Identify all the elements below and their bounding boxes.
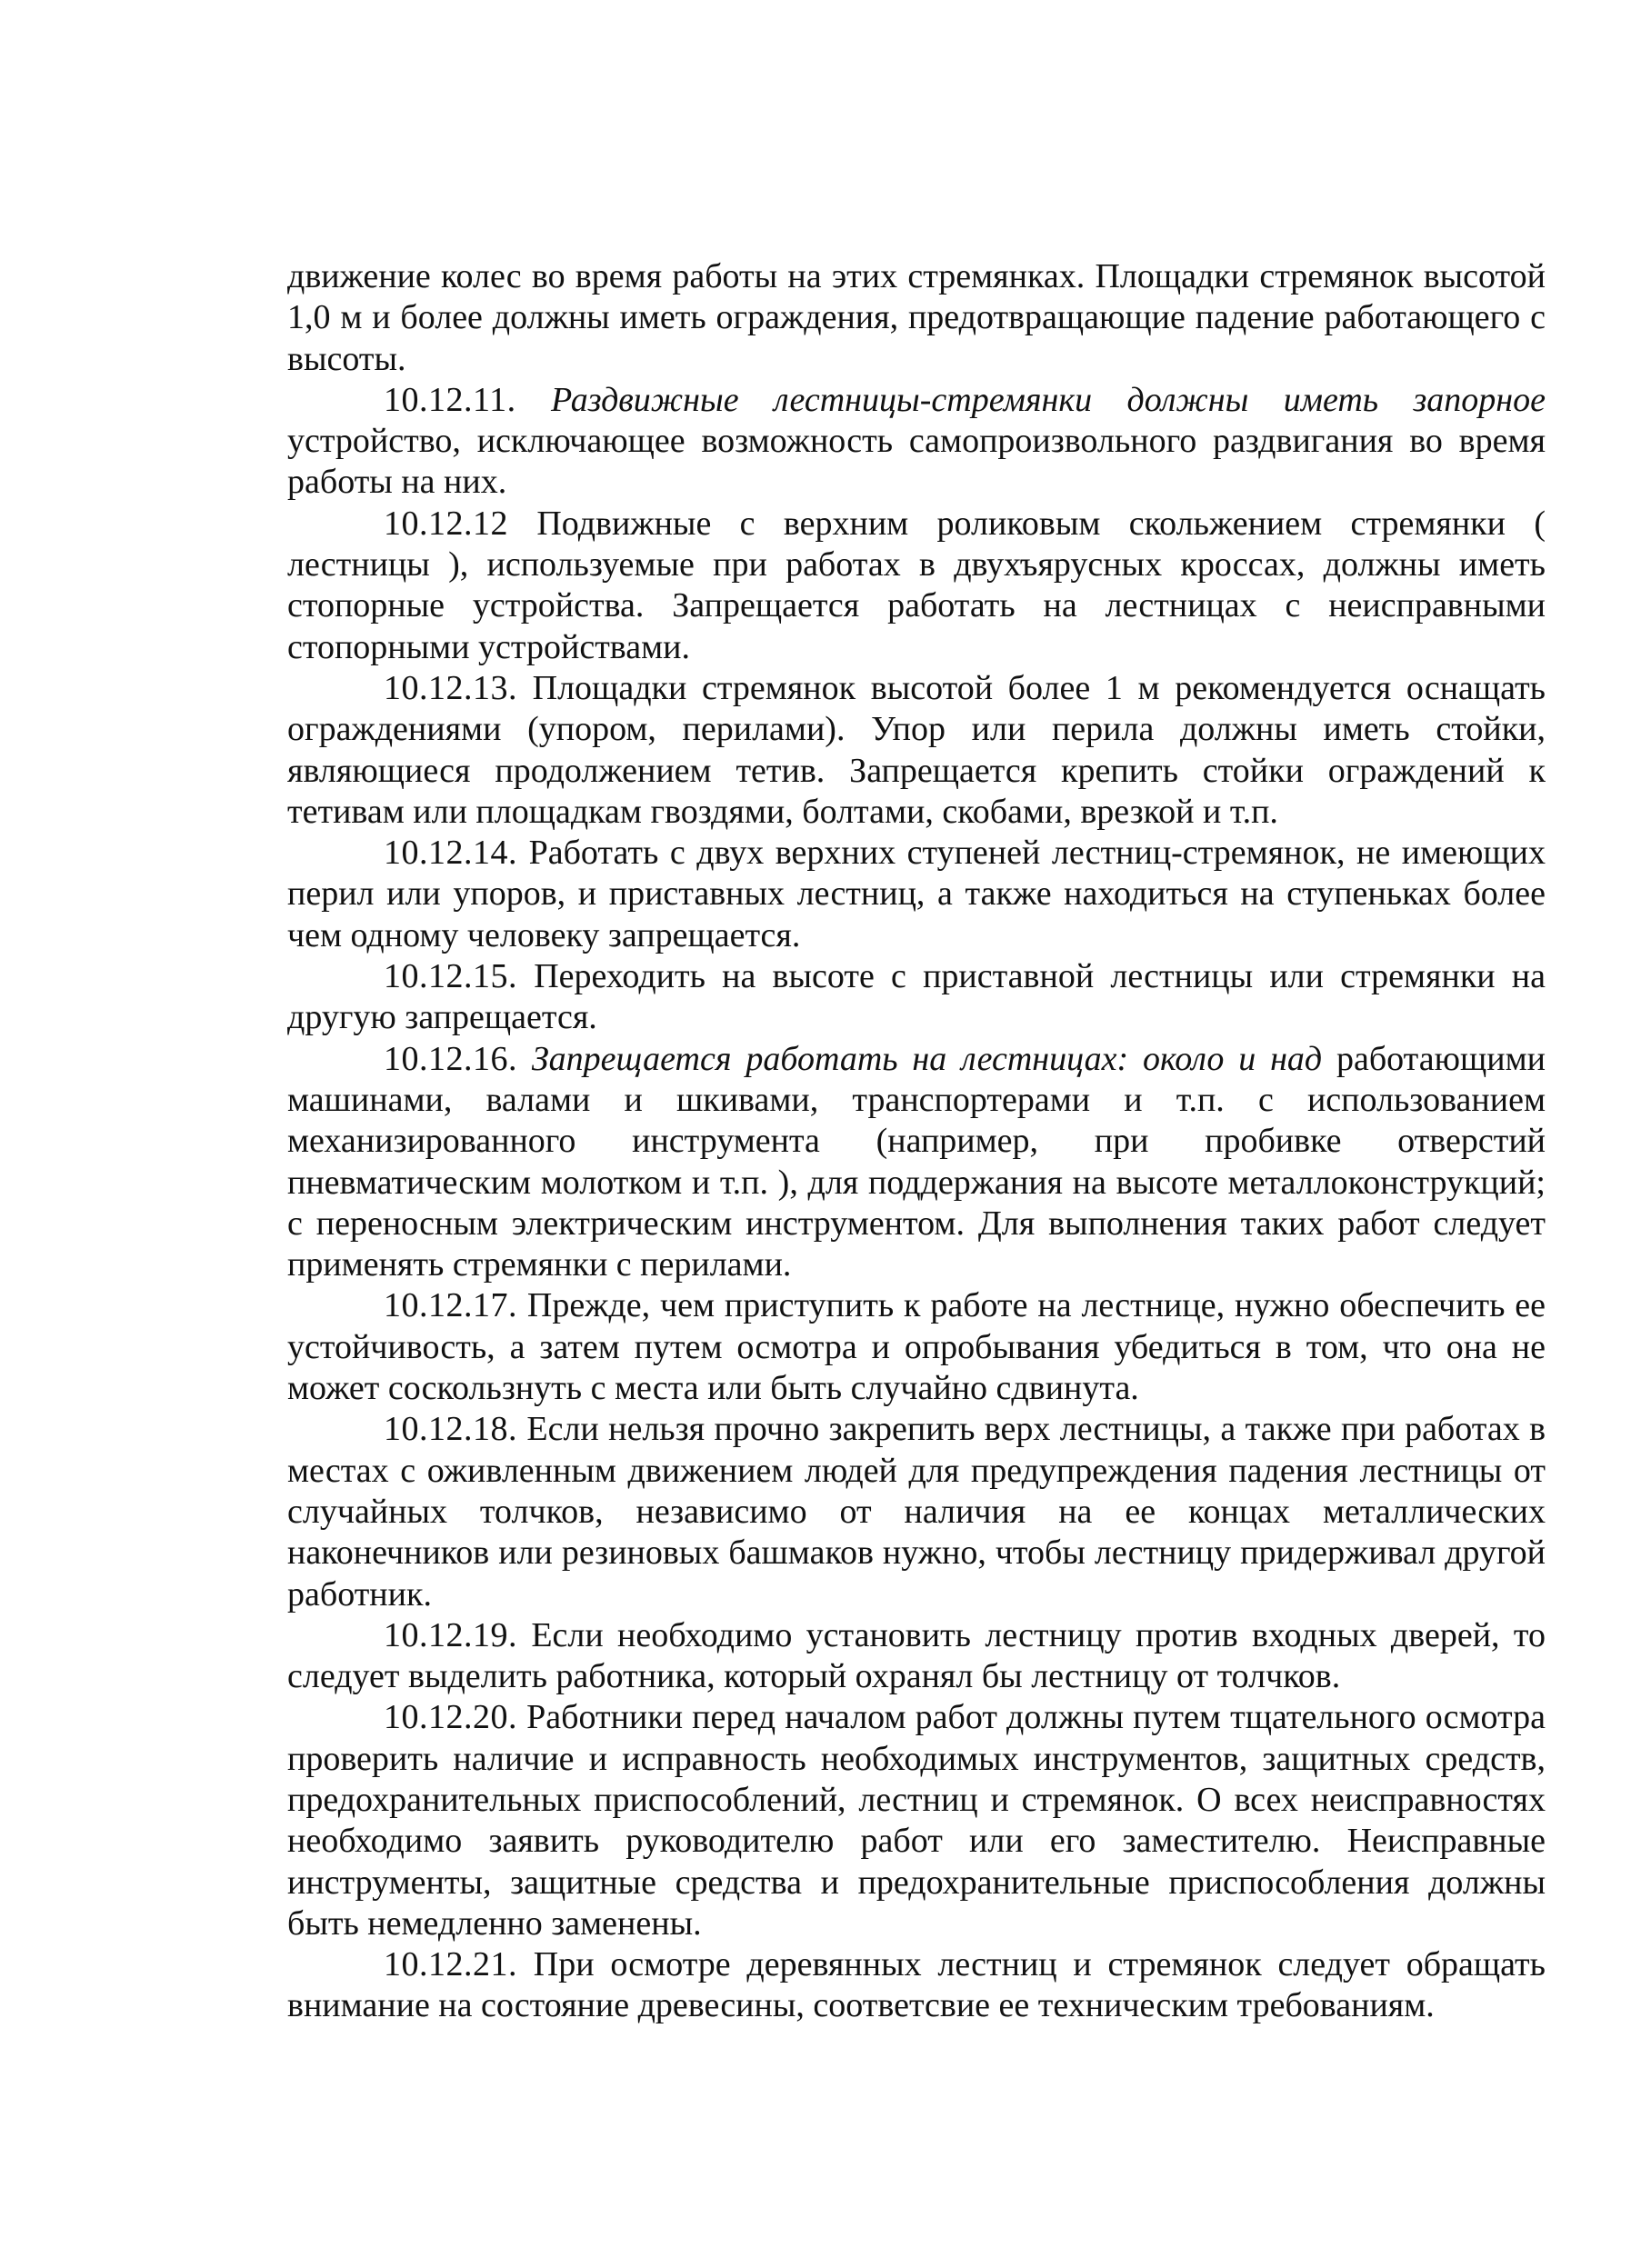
- paragraph-number: 10.12.14.: [384, 834, 517, 873]
- paragraph-text: При осмотре деревянных лестниц и стремянок следует обращать внимание на состояние древесины, соответсвие ее техническим требованиям.: [287, 1945, 1546, 2025]
- paragraph-text: Если необходимо установить лестницу против входных дверей, то следует выделить работника, который охранял бы лестницу от толчков.: [287, 1615, 1546, 1696]
- paragraph-text: Переходить на высоте с приставной лестницы или стремянки на другую запрещается.: [287, 957, 1546, 1037]
- paragraph-text: движение колес во время работы на этих стремянках. Площадки стремянок высотой 1,0 м и более должны иметь ограждения, предотвращающие падение работающего с высоты.: [287, 257, 1546, 378]
- paragraph-text: Если нельзя прочно закрепить верх лестницы, а также при работах в местах с оживленным движением людей для предупреждения падения лестницы от случайных толчков, независимо от наличия на ее концах металлических наконечников или резиновых башмаков нужно, чтобы лестницу придерживал другой работник.: [287, 1410, 1546, 1614]
- paragraph-text: Работники перед началом работ должны путем тщательного осмотра проверить наличие и исправность необходимых инструментов, защитных средств, предохранительных приспособлений, лестниц и стремянок. О всех неисправностях необходимо заявить руководителю работ или его заместителю. Неисправные инструменты, защитные средства и предохранительные приспособления должны быть немедленно заменены.: [287, 1698, 1546, 1943]
- paragraph-italic-text: Запрещается работать на лестницах: около и над: [531, 1039, 1323, 1078]
- paragraph-10-12-16: [287, 1039, 1546, 1286]
- paragraph-10-12-17: [287, 1285, 1546, 1409]
- paragraph-number: 10.12.15.: [384, 957, 517, 996]
- document-body: [287, 256, 1546, 2027]
- paragraph-10-12-19: [287, 1615, 1546, 1698]
- paragraph-text: устройство, исключающее возможность самопроизвольного раздвигания во время работы на них.: [287, 422, 1546, 502]
- paragraph-text: работающими машинами, валами и шкивами, транспортерами и т.п. с использованием механизированного инструмента (например, при пробивке отверстий пневматическим молотком и т.п. ), для поддержания на высоте металлоконструкций; с переносным электрическим инструментом. Для выполнения таких работ следует применять стремянки с перилами.: [287, 1039, 1546, 1284]
- paragraph-10-12-13: [287, 668, 1546, 833]
- paragraph-10-12-20: [287, 1697, 1546, 1944]
- paragraph-number: 10.12.20.: [384, 1698, 517, 1737]
- paragraph-10-12-11: [287, 380, 1546, 504]
- paragraph-italic-text: Раздвижные лестницы-стремянки должны иметь запорное: [550, 380, 1546, 419]
- paragraph-text: Подвижные с верхним роликовым скольжением стремянки ( лестницы ), используемые при работах в двухъярусных кроссах, должны иметь стопорные устройства. Запрещается работать на лестницах с неисправными стопорными устройствами.: [287, 504, 1546, 666]
- paragraph-text: Площадки стремянок высотой более 1 м рекомендуется оснащать ограждениями (упором, перилами). Упор или перила должны иметь стойки, являющиеся продолжением тетив. Запрещается крепить стойки ограждений к тетивам или площадкам гвоздями, болтами, скобами, врезкой и т.п.: [287, 668, 1546, 831]
- paragraph-10-12-12: [287, 504, 1546, 668]
- paragraph-number: 10.12.13.: [384, 668, 517, 707]
- paragraph-text: Работать с двух верхних ступеней лестниц-стремянок, не имеющих перил или упоров, и приставных лестниц, а также находиться на ступеньках более чем одному человеку запрещается.: [287, 834, 1546, 954]
- paragraph-10-12-18: [287, 1409, 1546, 1614]
- paragraph-10-12-14: [287, 833, 1546, 956]
- paragraph-number: 10.12.17.: [384, 1286, 517, 1325]
- paragraph-number: 10.12.11.: [384, 380, 516, 419]
- paragraph-text: Прежде, чем приступить к работе на лестнице, нужно обеспечить ее устойчивость, а затем путем осмотра и опробывания убедиться в том, что она не может соскользнуть с места или быть случайно сдвинута.: [287, 1286, 1546, 1408]
- paragraph-number: 10.12.18.: [384, 1410, 517, 1449]
- paragraph-10-12-15: [287, 956, 1546, 1039]
- paragraph-number: 10.12.16.: [384, 1039, 517, 1078]
- paragraph-10-12-21: [287, 1944, 1546, 2027]
- paragraph-number: 10.12.12: [384, 504, 508, 543]
- paragraph-continuation: [287, 256, 1546, 380]
- paragraph-number: 10.12.21.: [384, 1945, 517, 1984]
- paragraph-number: 10.12.19.: [384, 1615, 517, 1654]
